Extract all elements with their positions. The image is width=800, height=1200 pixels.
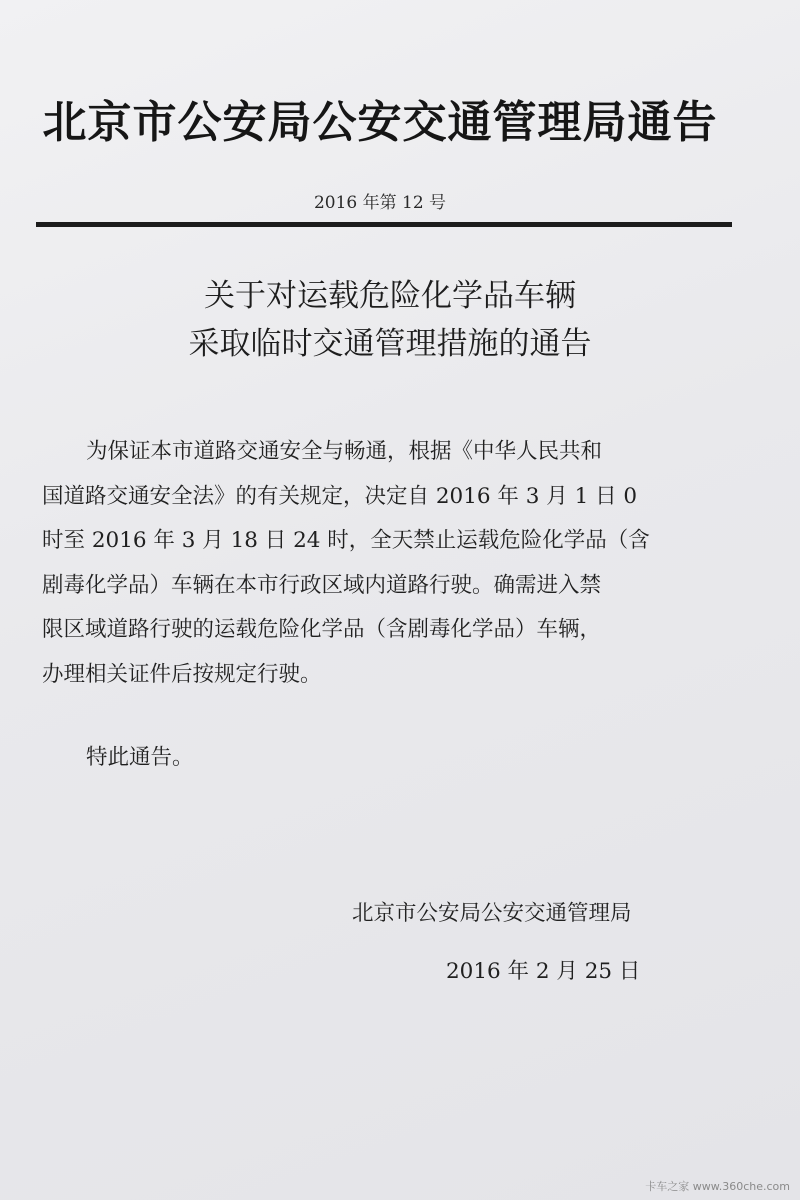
notice-header-title: 北京市公安局公安交通管理局通告: [42, 97, 718, 148]
subject-line-1: 关于对运载危险化学品车辆: [204, 278, 576, 314]
body-line-5: 限区域道路行驶的运载危险化学品（含剧毒化学品）车辆，: [42, 617, 602, 642]
document-number: 2016 年第 12 号: [313, 193, 447, 213]
notice-body: [42, 430, 726, 697]
issue-date: 2016 年 2 月 25 日: [446, 959, 641, 984]
site-watermark: 卡车之家 www.360che.com: [645, 1180, 790, 1193]
body-line-3: 时至 2016 年 3 月 18 日 24 时，全天禁止运载危险化学品（含: [42, 528, 650, 553]
body-line-4: 剧毒化学品）车辆在本市行政区域内道路行驶。确需进入禁: [42, 572, 602, 598]
body-line-1: 为保证本市道路交通安全与畅通，根据《中华人民共和: [86, 439, 603, 464]
notice-subject: [0, 272, 780, 368]
issuer-signature: 北京市公安局公安交通管理局: [352, 901, 632, 926]
subject-line-2: 采取临时交通管理措施的通告: [188, 326, 592, 362]
body-line-6: 办理相关证件后按规定行驶。: [42, 661, 322, 687]
header-divider: [36, 222, 732, 227]
closing-statement: 特此通告。: [86, 745, 194, 770]
body-line-2: 国道路交通安全法》的有关规定，决定自 2016 年 3 月 1 日 0: [42, 483, 638, 509]
